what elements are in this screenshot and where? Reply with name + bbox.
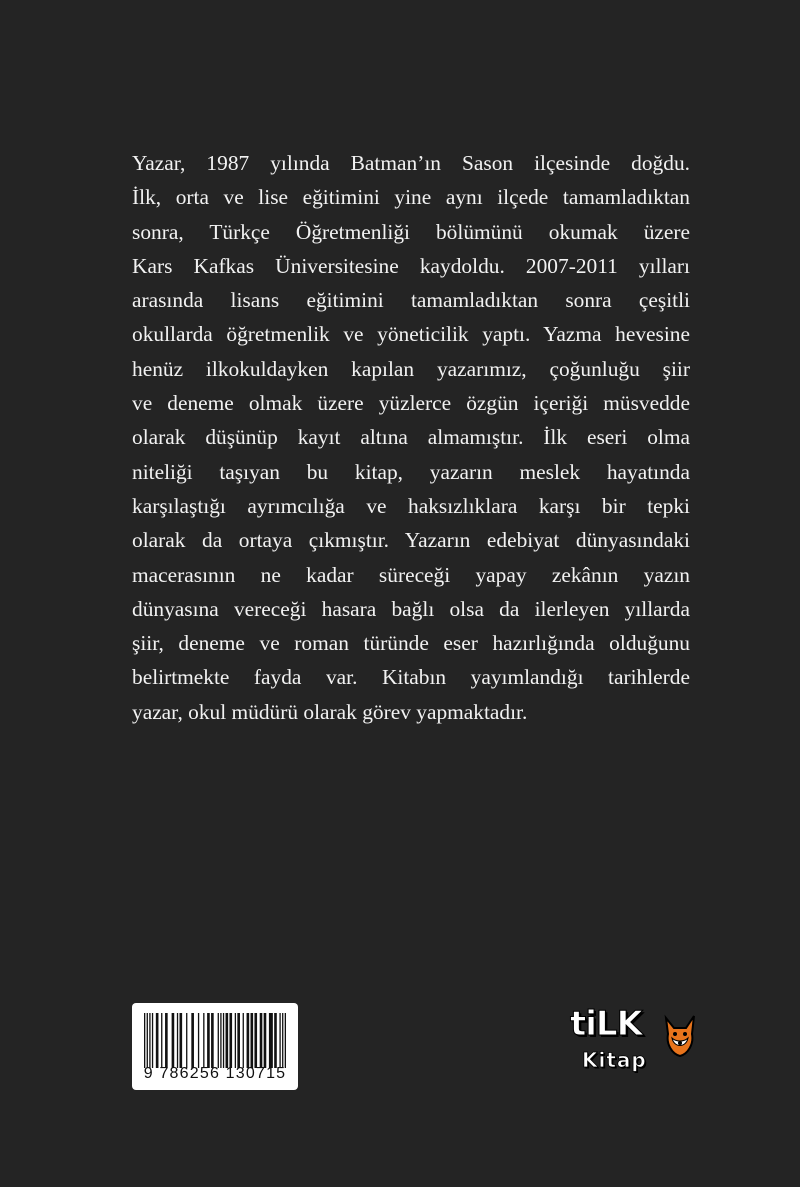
isbn-number: 9 786256 130715	[143, 1065, 287, 1082]
barcode-bar	[152, 1013, 153, 1068]
barcode-bar	[260, 1013, 263, 1068]
bio-line: İlk, orta ve lise eğitimini yine aynı ilçede tamamladıktan	[132, 185, 690, 210]
barcode-bar	[198, 1013, 199, 1068]
bio-line: okullarda öğretmenlik ve yöneticilik yaptı. Yazma hevesine	[132, 322, 690, 347]
barcode-bar	[247, 1013, 250, 1068]
barcode-bar	[235, 1013, 236, 1068]
barcode-bar	[254, 1013, 257, 1068]
barcode-bar	[156, 1013, 159, 1068]
logo-subtitle: Kitap	[582, 1048, 647, 1072]
bio-line: macerasının ne kadar süreceği yapay zekânın yazın	[132, 562, 690, 587]
barcode-bar	[203, 1013, 204, 1068]
barcode-bar	[147, 1013, 148, 1068]
barcode-bar	[251, 1013, 254, 1068]
bio-line: yazar, okul müdürü olarak görev yapmaktadır.	[132, 699, 528, 724]
barcode-bar	[218, 1013, 219, 1068]
bio-line: niteliği taşıyan bu kitap, yazarın meslek hayatında	[132, 459, 690, 484]
bio-line: arasında lisans eğitimini tamamladıktan sonra çeşitli	[132, 288, 690, 313]
barcode-bar	[237, 1013, 240, 1068]
barcode-bar	[165, 1013, 168, 1068]
barcode-bar	[282, 1013, 283, 1068]
author-bio-text	[132, 146, 690, 729]
bio-line: Yazar, 1987 yılında Batman’ın Sason ilçesinde doğdu.	[132, 151, 690, 175]
bio-line: sonra, Türkçe Öğretmenliği bölümünü okumak üzere	[132, 219, 690, 244]
barcode-bar	[269, 1013, 273, 1068]
barcode-bars	[144, 1013, 286, 1068]
bio-line: olarak da ortaya çıkmıştır. Yazarın edebiyat dünyasındaki	[132, 528, 690, 553]
barcode-bar	[279, 1013, 280, 1068]
barcode-bar	[172, 1013, 175, 1068]
bio-line: belirtmekte fayda var. Kitabın yayımlandığı tarihlerde	[132, 665, 690, 690]
publisher-logo	[564, 1004, 704, 1088]
barcode-bar	[161, 1013, 162, 1068]
barcode-bar	[220, 1013, 221, 1068]
barcode-bar	[264, 1013, 267, 1068]
barcode-bar	[144, 1013, 145, 1068]
barcode-bar	[226, 1013, 229, 1068]
barcode-bar	[285, 1013, 286, 1068]
logo-wordmark: tiLK	[570, 1004, 642, 1044]
bio-line: Kars Kafkas Üniversitesine kaydoldu. 2007-2011 yılları	[132, 253, 690, 278]
bio-line: olarak düşünüp kayıt altına almamıştır. İlk eseri olma	[132, 425, 690, 450]
barcode-bar	[149, 1013, 150, 1068]
bio-line: henüz ilkokuldayken kapılan yazarımız, çoğunluğu şiir	[132, 356, 690, 381]
bio-line: şiir, deneme ve roman türünde eser hazırlığında olduğunu	[132, 631, 690, 656]
barcode-bar	[211, 1013, 214, 1068]
barcode-bar	[207, 1013, 210, 1068]
barcode-bar	[229, 1013, 232, 1068]
barcode-bar	[243, 1013, 244, 1068]
bio-line: dünyasına vereceği hasara bağlı olsa da ilerleyen yıllarda	[132, 596, 690, 621]
fox-icon	[660, 1012, 700, 1060]
barcode-bar	[180, 1013, 183, 1068]
bio-line: ve deneme olmak üzere yüzlerce özgün içeriği müsvedde	[132, 391, 690, 416]
barcode-bar	[223, 1013, 224, 1068]
barcode-bar	[191, 1013, 194, 1068]
barcode-bar	[177, 1013, 178, 1068]
isbn-barcode	[132, 1003, 298, 1090]
barcode-bar	[274, 1013, 277, 1068]
bio-line: karşılaştığı ayrımcılığa ve haksızlıklara karşı bir tepki	[132, 493, 690, 518]
barcode-bar	[186, 1013, 187, 1068]
